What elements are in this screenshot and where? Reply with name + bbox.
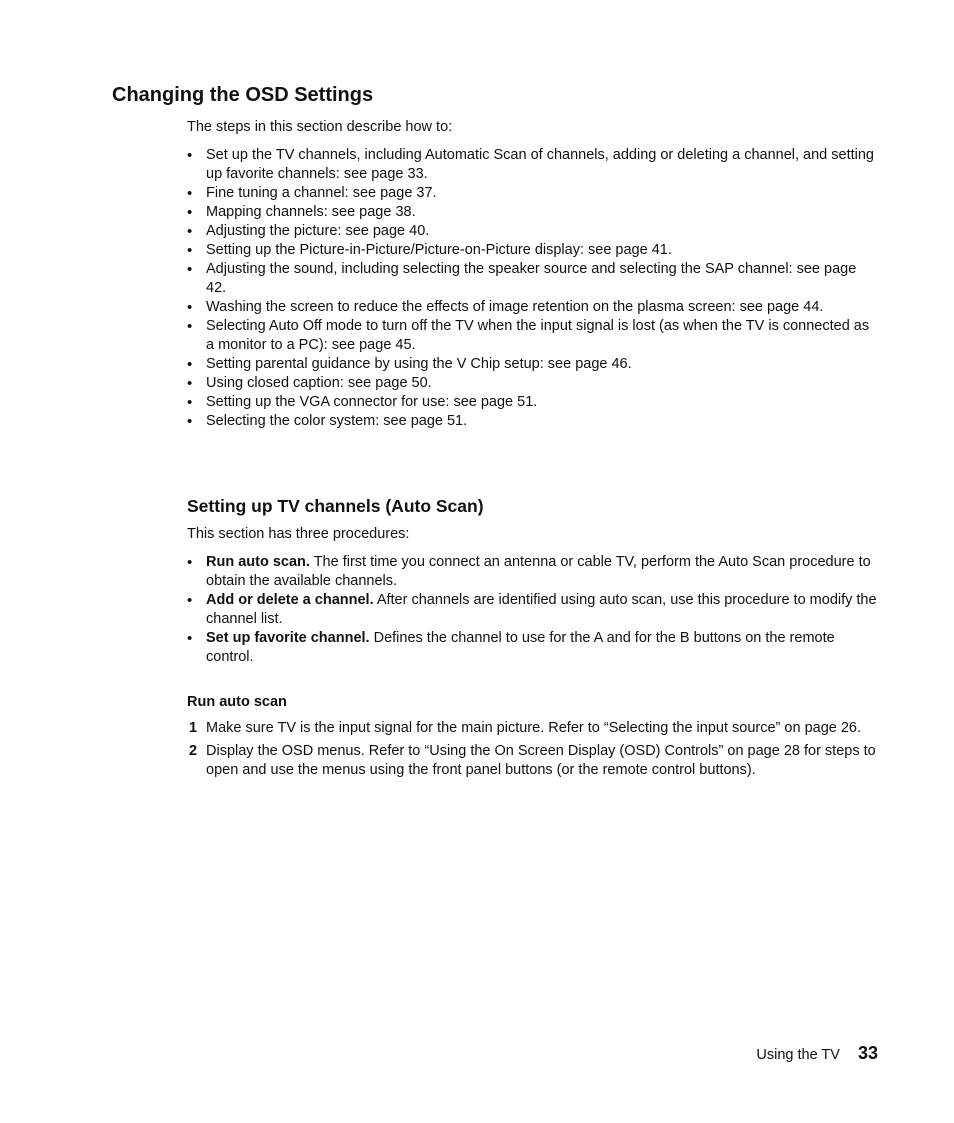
page-footer [756, 1043, 878, 1064]
list-item: • Selecting Auto Off mode to turn off the TV when the input signal is lost (as when the TV is connected as a monitor to a PC): see page 45. [187, 317, 877, 355]
procedure-text: Defines the channel to use for the A and for the B buttons on the remote control. [206, 630, 835, 665]
list-item: • Set up the TV channels, including Automatic Scan of channels, adding or deleting a channel, and setting up favorite channels: see page 33. [187, 146, 877, 184]
list-item [187, 553, 877, 591]
list-item: • Mapping channels: see page 38. [187, 203, 877, 222]
procedures-list [187, 553, 877, 667]
list-item: • Adjusting the picture: see page 40. [187, 222, 877, 241]
step-item [187, 742, 877, 780]
procedure-label: Set up favorite channel. [206, 630, 370, 646]
procedure-text: After channels are identified using auto scan, use this procedure to modify the channel list. [206, 592, 877, 627]
list-item [187, 629, 877, 667]
section-heading: Changing the OSD Settings [112, 84, 374, 106]
list-item: • Selecting the color system: see page 51. [187, 412, 877, 431]
step-text: Display the OSD menus. Refer to “Using the On Screen Display (OSD) Controls” on page 28 for steps to open and use the menus using the front panel buttons (or the remote control buttons). [206, 743, 876, 778]
subsection-intro-text: This section has three procedures: [187, 526, 410, 542]
section-intro-text: The steps in this section describe how to: [187, 119, 453, 135]
osd-topics-list [187, 146, 877, 431]
subsection-heading: Setting up TV channels (Auto Scan) [187, 496, 484, 516]
procedure-label: Add or delete a channel. [206, 592, 374, 608]
list-item: • Using closed caption: see page 50. [187, 374, 877, 393]
list-item: • Adjusting the sound, including selecting the speaker source and selecting the SAP channel: see page 42. [187, 260, 877, 298]
procedure-label: Run auto scan. [206, 554, 310, 570]
page-number: 33 [857, 1043, 878, 1063]
step-item [187, 719, 877, 738]
list-item: • Fine tuning a channel: see page 37. [187, 184, 877, 203]
step-number: 2 [189, 743, 198, 759]
procedure-steps [187, 719, 877, 784]
list-item: • Setting up the Picture-in-Picture/Picture-on-Picture display: see page 41. [187, 241, 877, 260]
list-item: • Setting up the VGA connector for use: see page 51. [187, 393, 877, 412]
footer-label: Using the TV [756, 1047, 840, 1063]
step-text: Make sure TV is the input signal for the main picture. Refer to “Selecting the input source” on page 26. [206, 720, 862, 736]
subsection-intro [187, 525, 877, 544]
section-intro [187, 118, 877, 137]
procedure-heading: Run auto scan [187, 694, 287, 710]
list-item [187, 591, 877, 629]
step-number: 1 [189, 720, 198, 736]
list-item: • Washing the screen to reduce the effects of image retention on the plasma screen: see page 44. [187, 298, 877, 317]
procedure-text: The first time you connect an antenna or cable TV, perform the Auto Scan procedure to obtain the available channels. [206, 554, 871, 589]
list-item: • Setting parental guidance by using the V Chip setup: see page 46. [187, 355, 877, 374]
